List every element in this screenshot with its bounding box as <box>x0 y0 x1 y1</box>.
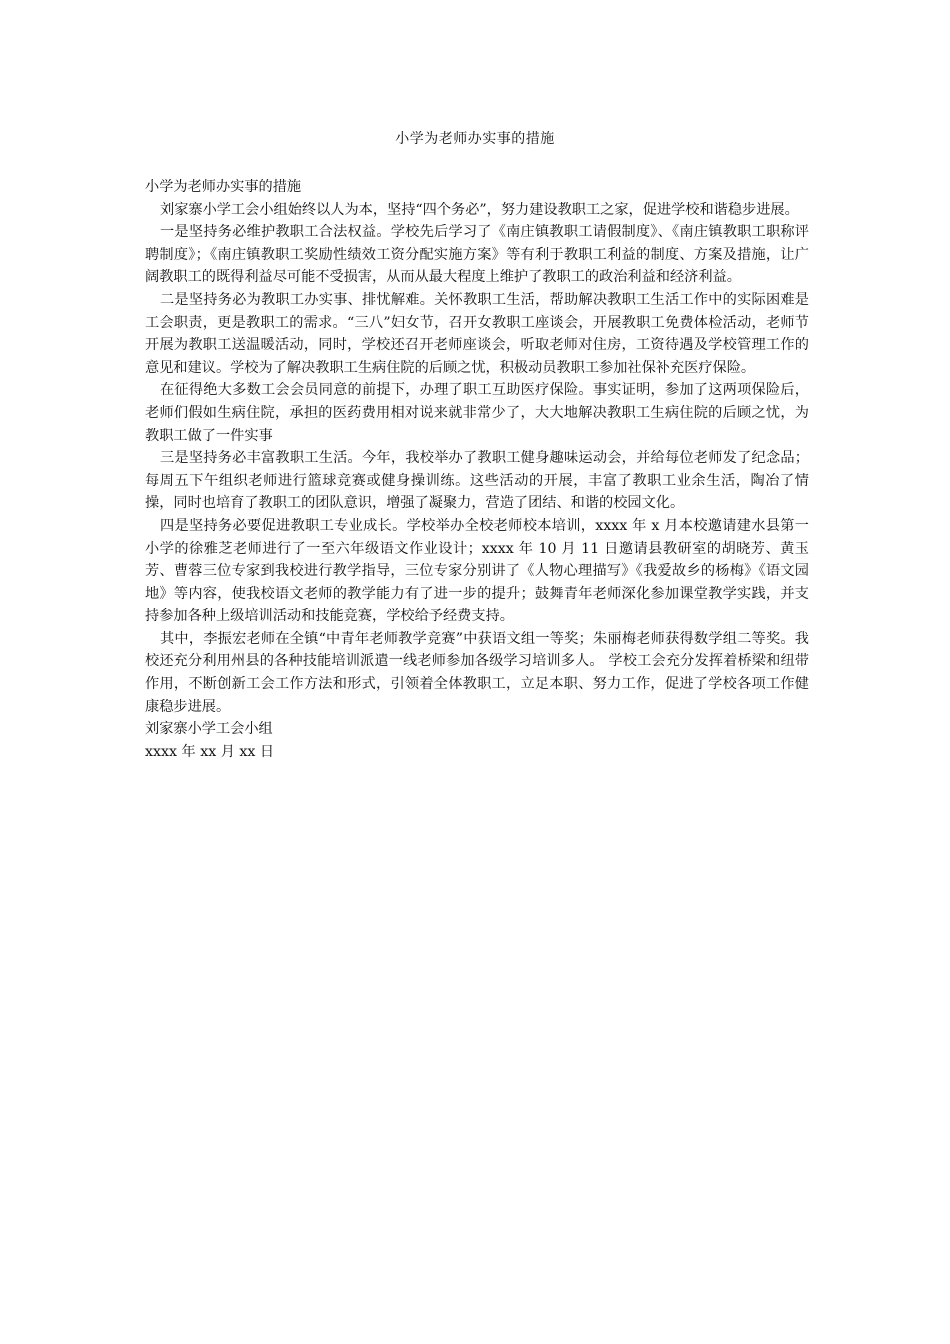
paragraph-practical-help: 二是坚持务必为教职工办实事、排忧解难。关怀教职工生活，帮助解决教职工生活工作中的实际困难是工会职责，更是教职工的需求。“三八”妇女节，召开女教职工座谈会，开展教职工免费体检活动，老师节开展为教职工送温暖活动，同时，学校还召开老师座谈会，听取老师对住房，工资待遇及学校管理工作的意见和建议。学校为了解决教职工生病住院的后顾之忧，积极动员教职工参加社保补充医疗保险。 <box>145 291 809 376</box>
document-body <box>145 176 809 763</box>
paragraph-awards: 其中，李振宏老师在全镇“中青年老师教学竞赛”中获语文组一等奖；朱丽梅老师获得数学组二等奖。我校还充分利用州县的各种技能培训派遣一线老师参加各级学习培训多人。 学校工会充分发挥着桥梁和纽带作用，不断创新工会工作方法和形式，引领着全体教职工，立足本职、努力工作，促进了学校各项工作健康稳步进展。 <box>145 630 809 715</box>
paragraph-activities: 三是坚持务必丰富教职工生活。今年，我校举办了教职工健身趣味运动会，并给每位老师发了纪念品；每周五下午组织老师进行篮球竞赛或健身操训练。这些活动的开展，丰富了教职工业余生活，陶冶了情操，同时也培育了教职工的团队意识，增强了凝聚力，营造了团结、和谐的校园文化。 <box>145 450 809 512</box>
paragraph-intro: 刘家寨小学工会小组始终以人为本，坚持“四个务必”，努力建设教职工之家，促进学校和谐稳步进展。 <box>160 201 799 218</box>
paragraph-rights: 一是坚持务必维护教职工合法权益。学校先后学习了《南庄镇教职工请假制度》、《南庄镇教职工职称评聘制度》；《南庄镇教职工奖励性绩效工资分配实施方案》等有利于教职工利益的制度、方案及措施，让广阔教职工的既得利益尽可能不受损害，从而从最大程度上维护了教职工的政治利益和经济利益。 <box>145 224 809 286</box>
signature: 刘家寨小学工会小组 <box>145 721 273 738</box>
paragraph-insurance: 在征得绝大多数工会会员同意的前提下，办理了职工互助医疗保险。事实证明，参加了这两项保险后，老师们假如生病住院，承担的医药费用相对说来就非常少了，大大地解决教职工生病住院的后顾之忧，为教职工做了一件实事 <box>145 382 809 444</box>
body-subtitle: 小学为老师办实事的措施 <box>145 179 302 195</box>
date: xxxx 年 xx 月 xx 日 <box>145 743 275 760</box>
paragraph-professional-growth: 四是坚持务必要促进教职工专业成长。学校举办全校老师校本培训，xxxx 年 x 月本校邀请建水县第一小学的徐雅芝老师进行了一至六年级语文作业设计；xxxx 年 10 月 11 日邀请县教研室的胡晓芳、黄玉芳、曹蓉三位专家到我校进行教学指导，三位专家分别讲了《人物心理描写》《我爱故乡的杨梅》《语文园地》等内容，使我校语文老师的教学能力有了进一步的提升；鼓舞青年老师深化参加课堂教学实践，并支持参加各种上级培训活动和技能竞赛，学校给予经费支持。 <box>145 517 809 625</box>
page-title: 小学为老师办实事的措施 <box>395 131 555 147</box>
